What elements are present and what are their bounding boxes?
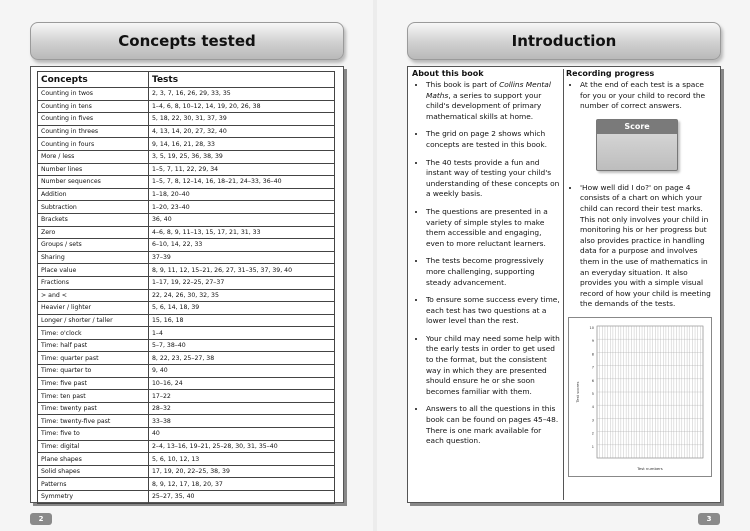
tests-cell: 5, 6, 14, 18, 39	[149, 302, 335, 315]
chart-ytick-label: 7	[591, 365, 594, 370]
concept-cell: Zero	[38, 226, 149, 239]
chart-ytick-label: 8	[591, 352, 594, 357]
tests-cell: 36, 40	[149, 213, 335, 226]
b1-pre: This book is part of	[426, 80, 500, 89]
table-row	[38, 100, 335, 113]
chart-ytick-label: 5	[591, 391, 594, 396]
concept-cell: Sharing	[38, 251, 149, 264]
column-header-tests: Tests	[149, 72, 335, 88]
table-row	[38, 491, 335, 504]
table-row	[38, 251, 335, 264]
concept-cell: Fractions	[38, 276, 149, 289]
chart-ylabel: Test scores	[575, 381, 580, 403]
tests-cell: 4, 13, 14, 20, 27, 32, 40	[149, 125, 335, 138]
recording-column	[566, 69, 716, 477]
tests-cell: 28–32	[149, 402, 335, 415]
tests-cell: 17–22	[149, 390, 335, 403]
table-row	[38, 478, 335, 491]
tests-cell: 4–6, 8, 9, 11–13, 15, 17, 21, 31, 33	[149, 226, 335, 239]
chart-ytick-label: 9	[591, 339, 594, 344]
tests-cell: 8, 22, 23, 25–27, 38	[149, 352, 335, 365]
tests-cell: 1–17, 19, 22–25, 27–37	[149, 276, 335, 289]
concept-cell: Plane shapes	[38, 453, 149, 466]
table-row	[38, 428, 335, 441]
tests-cell: 9, 14, 16, 21, 28, 33	[149, 138, 335, 151]
concept-cell: Patterns	[38, 478, 149, 491]
tests-cell: 8, 9, 12, 17, 18, 20, 37	[149, 478, 335, 491]
tests-cell: 5–7, 38–40	[149, 339, 335, 352]
page-title: Concepts tested	[30, 22, 344, 60]
column-header-concepts: Concepts	[38, 72, 149, 88]
tests-cell: 6–10, 14, 22, 33	[149, 239, 335, 252]
table-row	[38, 176, 335, 189]
concept-cell: Counting in fives	[38, 113, 149, 126]
table-row	[38, 264, 335, 277]
concept-cell: Brackets	[38, 213, 149, 226]
tests-cell: 2–4, 13–16, 19–21, 25–28, 30, 31, 35–40	[149, 440, 335, 453]
concept-cell: Place value	[38, 264, 149, 277]
score-label: Score	[597, 120, 677, 134]
page-number: 3	[698, 513, 720, 525]
page-title: Introduction	[407, 22, 721, 60]
about-list	[412, 80, 560, 447]
table-row	[38, 440, 335, 453]
table-row	[38, 113, 335, 126]
concept-cell: Counting in threes	[38, 125, 149, 138]
concept-cell: Time: twenty past	[38, 402, 149, 415]
table-row	[38, 138, 335, 151]
concept-cell: Time: quarter past	[38, 352, 149, 365]
chart-ytick-label: 6	[591, 378, 594, 383]
concept-cell: More / less	[38, 150, 149, 163]
tests-cell: 33–38	[149, 415, 335, 428]
table-row	[38, 213, 335, 226]
table-row	[38, 314, 335, 327]
about-heading: About this book	[412, 69, 484, 78]
concept-cell: Time: digital	[38, 440, 149, 453]
table-row	[38, 339, 335, 352]
concept-cell: Counting in fours	[38, 138, 149, 151]
chart-ytick-label: 2	[591, 431, 594, 436]
table-row	[38, 125, 335, 138]
table-row	[38, 465, 335, 478]
column-divider	[563, 69, 564, 500]
table-row	[38, 453, 335, 466]
chart-xlabel: Test numbers	[637, 465, 663, 471]
tests-cell: 1–20, 23–40	[149, 201, 335, 214]
tests-cell: 40	[149, 428, 335, 441]
concept-cell: Time: five to	[38, 428, 149, 441]
concept-cell: Counting in tens	[38, 100, 149, 113]
concept-cell: Number lines	[38, 163, 149, 176]
list-item: • To ensure some success every time, each test has two questions at a lower level than the rest.	[426, 295, 560, 327]
concept-cell: Time: o'clock	[38, 327, 149, 340]
list-item: • The questions are presented in a variety of simple styles to make them accessible and engaging, even to more reluctant learners.	[426, 207, 560, 249]
list-item: • The tests become progressively more challenging, supporting steady advancement.	[426, 256, 560, 288]
list-item: • The 40 tests provide a fun and instant way of testing your child's understanding of these concepts on a weekly basis.	[426, 158, 560, 200]
recording-list	[566, 80, 716, 112]
tests-cell: 22, 24, 26, 30, 32, 35	[149, 289, 335, 302]
concept-cell: > and <	[38, 289, 149, 302]
table-row	[38, 390, 335, 403]
table-row	[38, 352, 335, 365]
table-row	[38, 150, 335, 163]
concept-cell: Longer / shorter / taller	[38, 314, 149, 327]
concept-cell: Time: quarter to	[38, 365, 149, 378]
concept-cell: Groups / sets	[38, 239, 149, 252]
table-row	[38, 402, 335, 415]
concept-cell: Subtraction	[38, 201, 149, 214]
table-row	[38, 365, 335, 378]
tests-cell: 1–18, 20–40	[149, 188, 335, 201]
tests-cell: 17, 19, 20, 22–25, 38, 39	[149, 465, 335, 478]
table-row	[38, 276, 335, 289]
left-page	[0, 0, 373, 531]
concepts-table-body	[38, 88, 335, 504]
table-row	[38, 327, 335, 340]
concept-cell: Addition	[38, 188, 149, 201]
table-row	[38, 88, 335, 101]
concept-cell: Counting in twos	[38, 88, 149, 101]
table-row	[38, 188, 335, 201]
tests-cell: 8, 9, 11, 12, 15–21, 26, 27, 31–35, 37, 39, 40	[149, 264, 335, 277]
concept-cell: Time: half past	[38, 339, 149, 352]
concepts-table	[37, 71, 335, 504]
concept-cell: Symmetry	[38, 491, 149, 504]
table-row	[38, 289, 335, 302]
table-row	[38, 377, 335, 390]
tests-cell: 37–39	[149, 251, 335, 264]
table-header-row	[38, 72, 335, 88]
chart-ytick-label: 10	[589, 325, 594, 330]
progress-chart-thumbnail	[568, 317, 712, 477]
tests-cell: 1–5, 7, 8, 12–14, 16, 18–21, 24–33, 36–40	[149, 176, 335, 189]
table-row	[38, 163, 335, 176]
series-title: Collins Mental Maths	[426, 80, 551, 100]
b1-post: , a series to support your child's development of primary mathematical skills at home.	[426, 90, 542, 121]
table-row	[38, 201, 335, 214]
concept-cell: Number sequences	[38, 176, 149, 189]
table-row	[38, 415, 335, 428]
tests-cell: 1–5, 7, 11, 22, 29, 34	[149, 163, 335, 176]
tests-cell: 5, 18, 22, 30, 31, 37, 39	[149, 113, 335, 126]
tests-cell: 10–16, 24	[149, 377, 335, 390]
list-item: • 'How well did I do?' on page 4 consists of a chart on which your child can record their test marks. This not only involves your child in monitoring his or her progress but also provides practice in handling data for a purpose and involves them in the use of mathematics in an everyday situation. It also provides you with a simple visual record of how your child is meeting the demands of the tests.	[580, 183, 716, 310]
table-row	[38, 302, 335, 315]
tests-cell: 15, 16, 18	[149, 314, 335, 327]
tests-cell: 1–4	[149, 327, 335, 340]
progress-chart-svg	[569, 318, 711, 476]
tests-cell: 2, 3, 7, 16, 26, 29, 33, 35	[149, 88, 335, 101]
concept-cell: Time: ten past	[38, 390, 149, 403]
tests-cell: 5, 6, 10, 12, 13	[149, 453, 335, 466]
right-page	[377, 0, 750, 531]
tests-cell: 25–27, 35, 40	[149, 491, 335, 504]
tests-cell: 1–4, 6, 8, 10–12, 14, 19, 20, 26, 38	[149, 100, 335, 113]
list-item: • At the end of each test is a space for you or your child to record the number of correct answers.	[580, 80, 716, 112]
page-number: 2	[30, 513, 52, 525]
recording-list-2	[566, 183, 716, 310]
tests-cell: 3, 5, 19, 25, 36, 38, 39	[149, 150, 335, 163]
concept-cell: Time: twenty-five past	[38, 415, 149, 428]
concept-cell: Heavier / lighter	[38, 302, 149, 315]
list-item	[426, 80, 560, 122]
about-column	[412, 69, 560, 454]
concept-cell: Solid shapes	[38, 465, 149, 478]
chart-ytick-label: 1	[591, 444, 594, 449]
introduction-frame	[407, 66, 721, 503]
recording-heading: Recording progress	[566, 69, 655, 78]
list-item: • The grid on page 2 shows which concepts are tested in this book.	[426, 129, 560, 150]
list-item: • Answers to all the questions in this book can be found on pages 45–48. There is one mark available for each question.	[426, 404, 560, 446]
concept-cell: Time: five past	[38, 377, 149, 390]
concepts-frame	[30, 66, 344, 503]
chart-ytick-label: 3	[591, 418, 594, 423]
list-item: • Your child may need some help with the early tests in order to get used to the format, but the consistent way in which they are presented should ensure he or she soon becomes familiar with them.	[426, 334, 560, 398]
chart-ytick-label: 4	[591, 405, 594, 410]
table-row	[38, 239, 335, 252]
table-row	[38, 226, 335, 239]
tests-cell: 9, 40	[149, 365, 335, 378]
score-box	[596, 119, 678, 171]
